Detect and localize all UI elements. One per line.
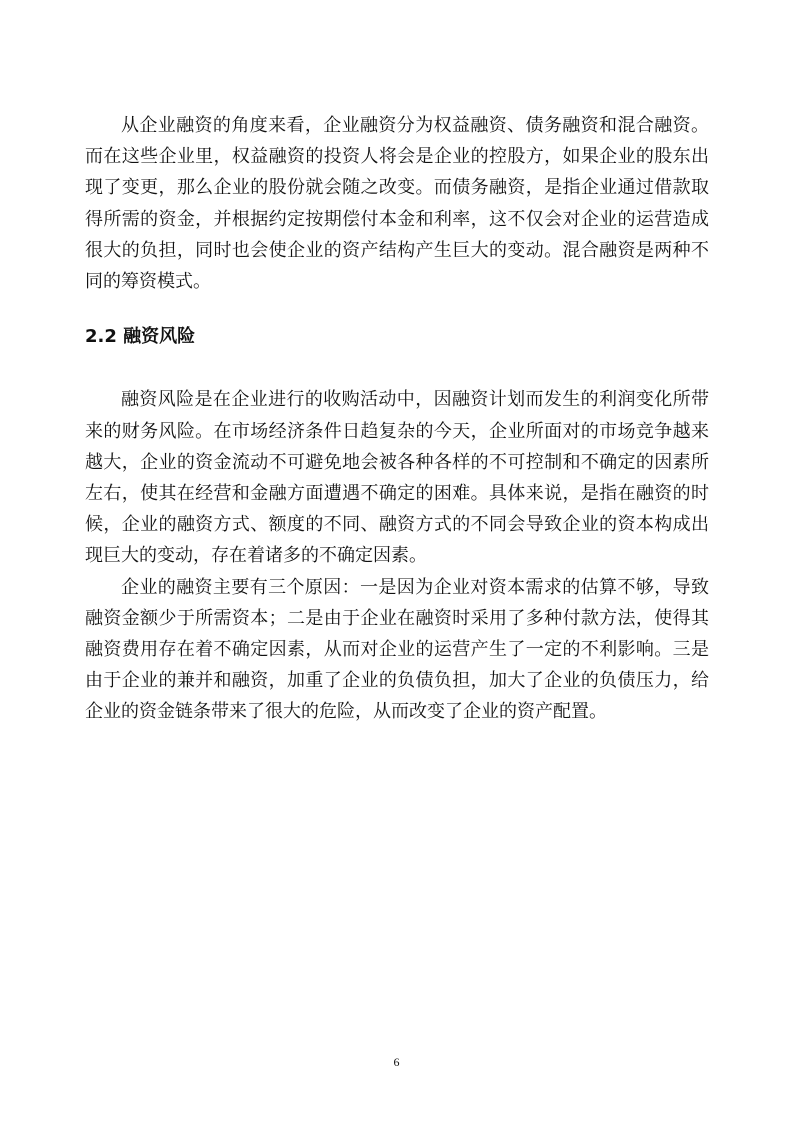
spacer xyxy=(85,297,709,321)
page-number: 6 xyxy=(393,1055,400,1069)
section-heading: 2.2 融资风险 xyxy=(85,326,196,348)
page-content xyxy=(85,110,709,728)
paragraph-financing-types: 从企业融资的角度来看，企业融资分为权益融资、债务融资和混合融资。而在这些企业里，权益融资的投资人将会是企业的控股方，如果企业的股东出现了变更，那么企业的股份就会随之改变。而债务融资，是指企业通过借款取得所需的资金，并根据约定按期偿付本金和利率，这不仅会对企业的运营造成很大的负担，同时也会使企业的资产结构产生巨大的变动。混合融资是两种不同的筹资模式。 xyxy=(85,115,709,293)
paragraph-financing-reasons: 企业的融资主要有三个原因：一是因为企业对资本需求的估算不够，导致融资金额少于所需资本；二是由于企业在融资时采用了多种付款方法，使得其融资费用存在着不确定因素，从而对企业的运营产生了一定的不利影响。三是由于企业的兼并和融资，加重了企业的负债负担，加大了企业的负债压力，给企业的资金链条带来了很大的危险，从而改变了企业的资产配置。 xyxy=(85,576,709,723)
spacer xyxy=(85,352,709,384)
paragraph-financing-risk: 融资风险是在企业进行的收购活动中，因融资计划而发生的利润变化所带来的财务风险。在市场经济条件日趋复杂的今天，企业所面对的市场竞争越来越大，企业的资金流动不可避免地会被各种各样的不可控制和不确定的因素所左右，使其在经营和金融方面遭遇不确定的困难。具体来说，是指在融资的时候，企业的融资方式、额度的不同、融资方式的不同会导致企业的资本构成出现巨大的变动，存在着诸多的不确定因素。 xyxy=(85,389,709,567)
